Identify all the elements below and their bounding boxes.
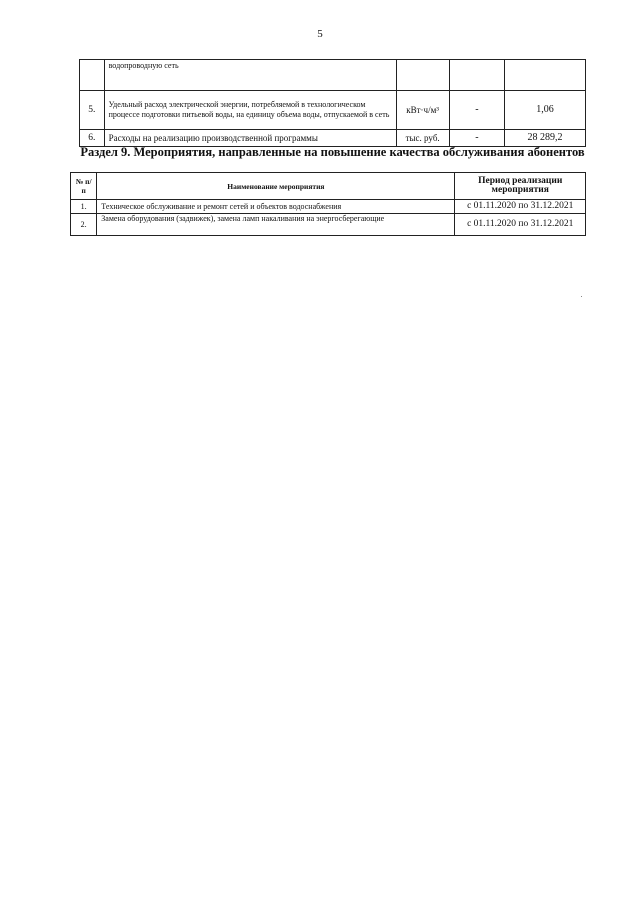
row-name: Техническое обслуживание и ремонт сетей и объектов водоснабжения: [97, 200, 455, 214]
column-header-number: № п/п: [71, 173, 97, 200]
row-name: водопроводную сеть: [104, 60, 396, 91]
row-number: 2.: [71, 214, 97, 236]
table-row: [71, 214, 586, 236]
column-header-name: Наименование мероприятия: [97, 173, 455, 200]
row-period: с 01.11.2020 по 31.12.2021: [455, 200, 586, 214]
page-number: 5: [317, 28, 323, 40]
table-row: [71, 200, 586, 214]
row-number: 6.: [80, 130, 105, 147]
measures-table: [70, 172, 586, 236]
row-number: 5.: [80, 91, 105, 130]
row-number: 1.: [71, 200, 97, 214]
table-row: [80, 91, 586, 130]
table-header-row: [71, 173, 586, 200]
row-unit: кВт·ч/м³: [396, 91, 449, 130]
row-value-b: [505, 60, 586, 91]
table-row: [80, 60, 586, 91]
row-unit: [396, 60, 449, 91]
row-value-a: -: [449, 130, 504, 147]
row-value-b: 28 289,2: [505, 130, 586, 147]
row-name: Замена оборудования (задвижек), замена ламп накаливания на энергосберегающие: [97, 214, 455, 236]
row-unit: тыс. руб.: [396, 130, 449, 147]
scan-speck: [581, 296, 582, 297]
production-program-table: [79, 59, 586, 147]
table-row: [80, 130, 586, 147]
row-value-b: 1,06: [505, 91, 586, 130]
row-name: Расходы на реализацию производственной программы: [104, 130, 396, 147]
section-heading: Раздел 9. Мероприятия, направленные на повышение качества обслуживания абонентов: [80, 145, 585, 159]
row-number: [80, 60, 105, 91]
row-value-a: [449, 60, 504, 91]
row-name: Удельный расход электрической энергии, потребляемой в технологическом процессе подготовки питьевой воды, на единицу объема воды, отпускаемой в сеть: [104, 91, 396, 130]
row-value-a: -: [449, 91, 504, 130]
row-period: с 01.11.2020 по 31.12.2021: [455, 214, 586, 236]
column-header-period: Период реализации мероприятия: [455, 173, 586, 200]
